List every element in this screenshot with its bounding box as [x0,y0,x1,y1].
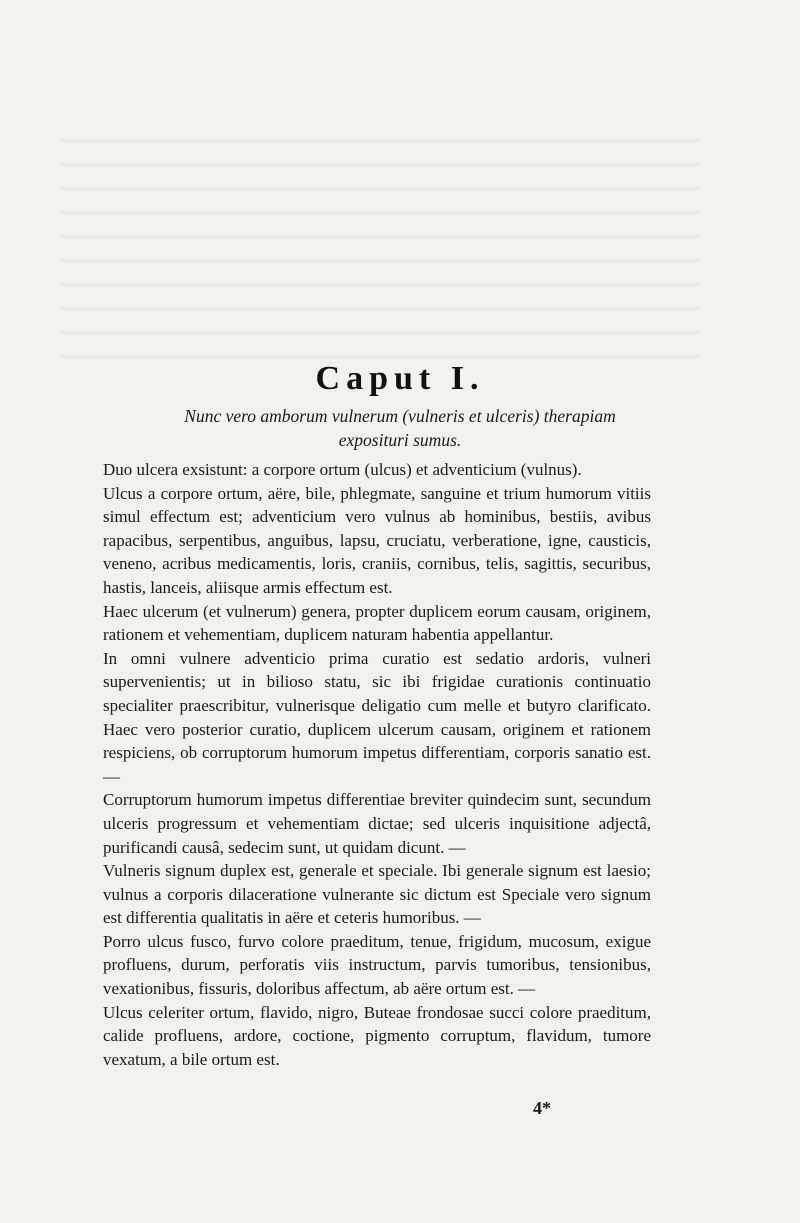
paragraph: Vulneris signum duplex est, generale et speciale. Ibi generale signum est laesio; vulnus a corporis dilaceratione vulnerante sic dictum est Speciale vero signum est differentia qualitatis in aëre et ceteris humoribus. — [103,861,651,928]
chapter-subtitle [90,404,710,452]
paragraph: Duo ulcera exsistunt: a corpore ortum (ulcus) et adventicium (vulnus). [103,460,582,479]
chapter-title: Caput I. [315,360,485,397]
subtitle-line-2: exposituri sumus. [338,430,462,450]
subtitle-line-1: Nunc vero amborum vulnerum (vulneris et ulceris) therapiam [184,406,616,426]
paragraph: Ulcus celeriter ortum, flavido, nigro, Buteae frondosae succi colore praeditum, calide profluens, ardore, coctione, pigmento corruptum, flavidum, tumore vexatum, a bile ortum est. [103,1002,651,1069]
page-number: 4* [533,1098,551,1118]
body-text [103,458,651,1071]
paragraph: Corruptorum humorum impetus differentiae breviter quindecim sunt, secundum ulceris progressum et vehementiam dictae; sed ulceris inquisitione adjectâ, purificandi causâ, sedecim sunt, ut quidam dicunt. — [103,790,651,857]
paragraph: Haec ulcerum (et vulnerum) genera, propter duplicem eorum causam, originem, rationem et vehementiam, duplicem naturam habentia appellantur. [103,601,651,645]
bleed-through-texture [60,120,700,360]
paragraph: In omni vulnere adventicio prima curatio est sedatio ardoris, vulneri supervenientis; ut in bilioso statu, sic ibi frigidae curationis continuatio specialiter praescribitur, vulnerisque deligatio cum melle et butyro clarificato. Haec vero posterior curatio, duplicem ulcerum causam, originem et rationem respiciens, ob corruptorum humorum impetus differentiam, corporis sanatio est. — [103,648,651,786]
paragraph: Porro ulcus fusco, furvo colore praeditum, tenue, frigidum, mucosum, exigue profluens, durum, perforatis viis instructum, parvis tumoribus, tensionibus, vexationibus, fissuris, doloribus affectum, ab aëre ortum est. — [103,931,651,999]
paragraph: Ulcus a corpore ortum, aëre, bile, phlegmate, sanguine et trium humorum vitiis simul effectum est; adventicium vero vulnus ab hominibus, bestiis, avibus rapacibus, serpentibus, anguibus, lapsu, cruciatu, verberatione, igne, causticis, veneno, acribus medicamentis, loris, craniis, cornibus, telis, sagittis, securibus, hastis, lanceis, aliisque armis effectum est. [103,483,651,597]
